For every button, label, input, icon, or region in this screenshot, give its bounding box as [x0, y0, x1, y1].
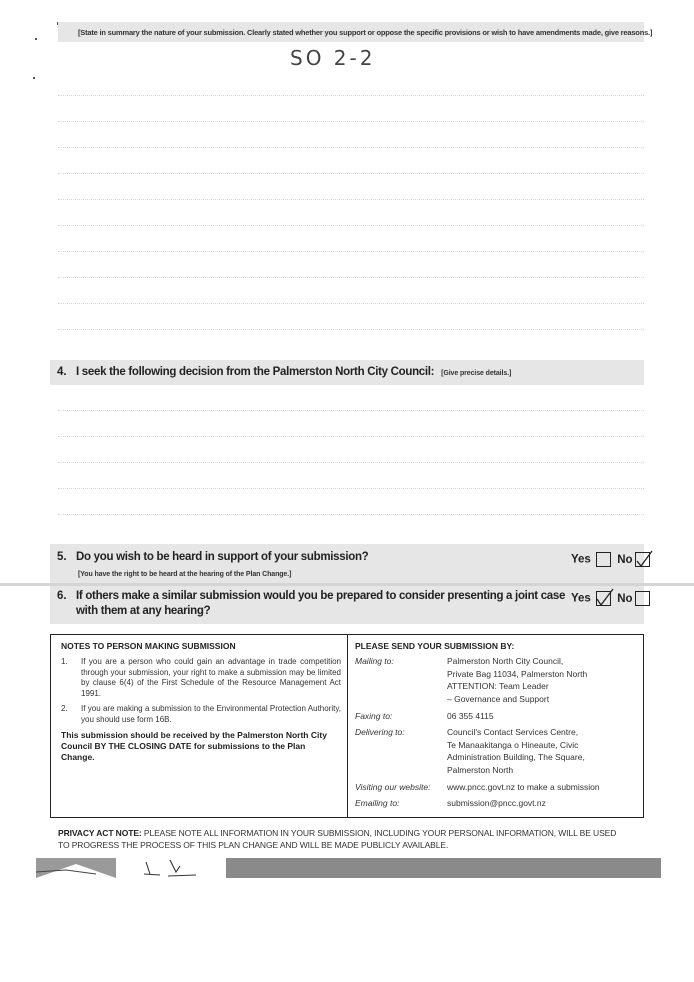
mailing-address	[447, 655, 637, 705]
writing-line	[58, 173, 644, 174]
note-number: 2.	[61, 704, 68, 713]
faxing-label: Faxing to:	[355, 711, 393, 721]
writing-line	[58, 95, 644, 96]
question-5-yes-label: Yes	[571, 553, 591, 566]
mailing-line: ATTENTION: Team Leader	[447, 681, 549, 691]
mailing-line: – Governance and Support	[447, 693, 550, 704]
writing-line	[58, 329, 644, 330]
note-item	[61, 704, 341, 725]
question-6-yes-checkbox[interactable]	[596, 591, 611, 606]
writing-line	[58, 251, 644, 252]
scan-speck	[33, 77, 35, 79]
question-5-no-label: No	[617, 553, 633, 566]
writing-line	[58, 410, 644, 411]
question-4-note: [Give precise details.]	[441, 370, 512, 377]
note-number: 1.	[61, 657, 68, 666]
send-heading: PLEASE SEND YOUR SUBMISSION BY:	[355, 641, 515, 651]
notes-list	[61, 657, 341, 763]
question-5-text: Do you wish to be heard in support of your submission?	[76, 551, 369, 563]
email-link[interactable]: submission@pncc.govt.nz	[447, 798, 546, 808]
footer-logo-graphic	[36, 858, 116, 878]
writing-line	[58, 121, 644, 122]
submission-info-box	[50, 634, 644, 818]
scan-speck	[35, 38, 37, 40]
footer-figure-icon	[140, 858, 200, 880]
website-link[interactable]: www.pncc.govt.nz to make a submission	[447, 782, 600, 792]
writing-line	[58, 225, 644, 226]
writing-line	[58, 436, 644, 437]
question-5-yes-checkbox[interactable]	[596, 552, 611, 567]
website-label: Visiting our website:	[355, 782, 431, 792]
question-5-no-checkbox[interactable]	[635, 552, 650, 567]
privacy-text: PLEASE NOTE ALL INFORMATION IN YOUR SUBMISSION, INCLUDING YOUR PERSONAL INFORMATION, WILL BE USED TO PROGRESS THE PROCESS OF THIS PLAN CHANGE AND WILL BE MADE PUBLICLY AVAILABLE.	[58, 828, 617, 850]
notes-heading: NOTES TO PERSON MAKING SUBMISSION	[61, 641, 236, 651]
delivery-line: Palmerston North	[447, 764, 514, 775]
question-6-text-line1: If others make a similar submission would you be prepared to consider presenting a joint case	[76, 590, 566, 602]
handwritten-reference: SO 2-2	[290, 46, 376, 70]
email-row	[355, 797, 637, 810]
instructions-text: [State in summary the nature of your submission. Clearly stated whether you support or oppose the specific provisions or wish to have amendments made, give reasons.]	[78, 28, 653, 37]
delivery-line: Administration Building, The Square,	[447, 752, 585, 762]
question-4-label: I seek the following decision from the Palmerston North City Council:	[76, 366, 435, 378]
box-divider	[347, 635, 348, 817]
delivery-line: Council's Contact Services Centre,	[447, 727, 579, 737]
question-6-no-checkbox[interactable]	[635, 591, 650, 606]
footer-bar	[226, 858, 661, 878]
mailing-label: Mailing to:	[355, 656, 394, 666]
fax-number: 06 355 4115	[447, 711, 494, 721]
delivery-address	[447, 726, 637, 776]
question-6-no-label: No	[617, 592, 633, 605]
delivering-label: Delivering to:	[355, 727, 405, 737]
question-5-options	[571, 552, 650, 567]
question-5-note: [You have the right to be heard at the hearing of the Plan Change.]	[78, 571, 292, 578]
writing-line	[58, 277, 644, 278]
note-text: If you are making a submission to the Environmental Protection Authority, you should use form 16B.	[81, 704, 341, 724]
website-row	[355, 781, 637, 794]
mailing-line: Private Bag 11034, Palmerston North	[447, 668, 588, 679]
question-6-options	[571, 591, 650, 606]
privacy-label: PRIVACY ACT NOTE:	[58, 828, 142, 838]
writing-line	[58, 199, 644, 200]
mailing-line: Palmerston North City Council,	[447, 656, 564, 666]
privacy-note	[58, 828, 618, 851]
check-mark-icon	[595, 588, 615, 608]
delivery-line: Te Manaakitanga o Hineaute, Civic	[447, 739, 579, 750]
mailing-row	[355, 655, 637, 705]
question-4-number: 4.	[57, 366, 67, 378]
writing-line	[58, 462, 644, 463]
note-text: If you are a person who could gain an advantage in trade competition through your submission, your right to make a submission may be limited by clause 6(4) of the First Schedule of the Resource Management Act 1991.	[81, 657, 341, 698]
question-6-text-line2: with them at any hearing?	[76, 605, 211, 617]
writing-line	[58, 514, 644, 515]
question-6-number: 6.	[57, 590, 67, 602]
question-5-number: 5.	[57, 551, 67, 563]
note-item	[61, 657, 341, 699]
writing-line	[58, 303, 644, 304]
question-4-text	[76, 366, 511, 378]
delivering-row	[355, 726, 637, 776]
question-5-band	[50, 544, 644, 584]
writing-line	[58, 488, 644, 489]
check-mark-icon	[634, 549, 654, 569]
closing-date-notice: This submission should be received by the Palmerston North City Council BY THE CLOSING DATE for submissions to the Plan Change.	[61, 730, 327, 762]
writing-line	[58, 147, 644, 148]
question-6-yes-label: Yes	[571, 592, 591, 605]
faxing-row	[355, 710, 637, 723]
email-label: Emailing to:	[355, 798, 400, 808]
